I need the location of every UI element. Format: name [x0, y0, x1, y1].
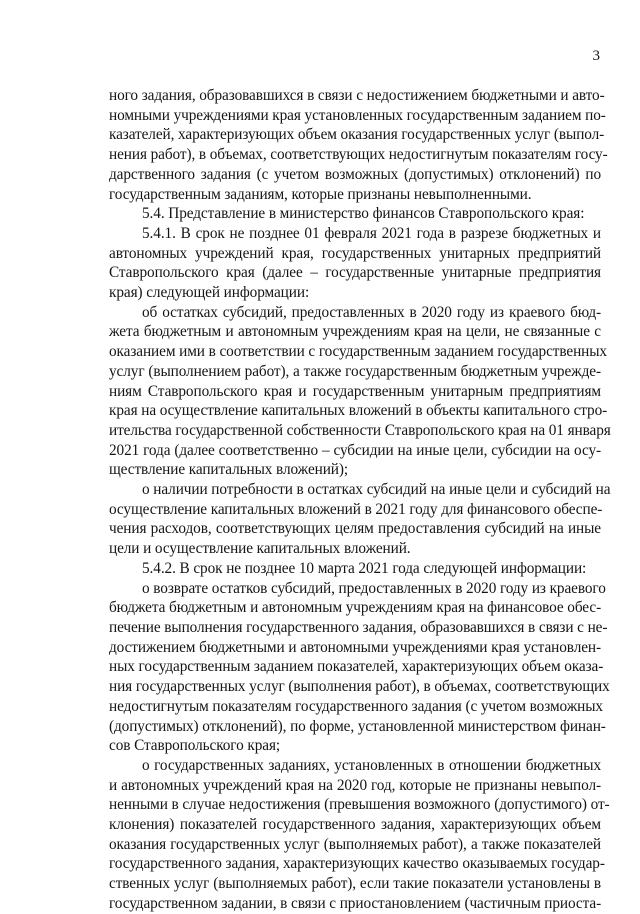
- text-line: дарственного задания (с учетом возможных (допустимых) отклонений) по: [109, 165, 601, 183]
- text-line: казателей, характеризующих объем оказания государственных услуг (выпол-: [109, 126, 605, 144]
- paragraph: [109, 303, 611, 480]
- text-line: ниям Ставропольского края и государственным унитарным предприятиям: [109, 382, 601, 400]
- paragraph: [109, 86, 608, 204]
- text-line: ненными в случае недостижения (превышения возможного (допустимого) от-: [109, 796, 610, 814]
- text-line: печение выполнения государственного задания, образовавшихся в связи с не-: [109, 618, 608, 636]
- text-line: ния государственных услуг (выполнения работ), в объемах, соответствующих: [109, 678, 610, 696]
- text-line: 5.4.2. В срок не позднее 10 марта 2021 года следующей информации:: [142, 559, 587, 577]
- text-line: об остатках субсидий, предоставленных в 2020 году из краевого бюд-: [142, 303, 601, 321]
- text-line: края на осуществление капитальных вложений в объекты капитального стро-: [109, 402, 608, 420]
- paragraph: [109, 579, 610, 756]
- text-line: недостигнутым показателям государственного задания (с учетом возможных: [109, 697, 603, 715]
- text-line: 5.4. Представление в министерство финансов Ставропольского края:: [142, 205, 585, 223]
- text-line: ного задания, образовавшихся в связи с недостижением бюджетными и авто-: [109, 87, 605, 104]
- text-line: достижением бюджетными и автономными учреждениями края установлен-: [109, 638, 601, 656]
- text-line: Ставропольского края (далее – государственные унитарные предприятия: [109, 264, 601, 282]
- text-line: нения работ), в объемах, соответствующих недостигнутым показателям госу-: [109, 146, 608, 164]
- text-line: цели и осуществление капитальных вложений.: [109, 540, 411, 558]
- text-line: государственного задания, характеризующих качество оказываемых государ-: [109, 855, 605, 873]
- text-line: оказанием ими в соответствии с государственным заданием государственных: [109, 343, 607, 361]
- text-line: ительства государственной собственности Ставропольского края на 01 января: [109, 421, 611, 439]
- text-line: о наличии потребности в остатках субсидий на иные цели и субсидий на: [142, 481, 611, 499]
- text-line: и автономных учреждений края на 2020 год, которые не признаны невыпол-: [109, 776, 601, 794]
- text-line: (допустимых) отклонений), по форме, установленной министерством финан-: [109, 717, 606, 735]
- text-line: оказания государственных услуг (выполняемых работ), а также показателей: [109, 835, 601, 853]
- text-line: номными учреждениями края установленных государственным заданием по-: [109, 106, 606, 124]
- text-line: чения расходов, соответствующих целям предоставления субсидий на иные: [109, 520, 601, 538]
- text-line: сов Ставропольского края;: [109, 737, 281, 755]
- page-number: 3: [592, 48, 600, 64]
- text-line: ственных услуг (выполняемых работ), если такие показатели установлены в: [109, 875, 601, 893]
- text-line: 5.4.1. В срок не позднее 01 февраля 2021 года в разрезе бюджетных и: [142, 224, 601, 242]
- text-line: о возврате остатков субсидий, предоставленных в 2020 году из краевого: [142, 579, 606, 597]
- text-line: бюджета бюджетным и автономным учреждениям края на финансовое обес-: [109, 599, 602, 617]
- text-line: государственном задании, в связи с приостановлением (частичным приоста-: [109, 894, 602, 912]
- paragraph: [109, 480, 611, 559]
- text-line: края) следующей информации:: [109, 284, 310, 302]
- text-line: осуществление капитальных вложений в 2021 году для финансового обеспе-: [109, 500, 603, 518]
- text-line: о государственных заданиях, установленных в отношении бюджетных: [142, 756, 601, 774]
- text-line: жета бюджетным и автономным учреждениям края на цели, не связанные с: [109, 323, 601, 341]
- text-line: автономных учреждений края, государственных унитарных предприятий: [109, 244, 601, 262]
- paragraph: [109, 224, 601, 303]
- paragraph: [109, 204, 601, 224]
- text-line: клонения) показателей государственного задания, характеризующих объем: [109, 816, 601, 834]
- text-line: 2021 года (далее соответственно – субсидии на иные цели, субсидии на осу-: [109, 441, 601, 459]
- document-body: [109, 86, 611, 914]
- text-line: услуг (выполнением работ), а также государственным бюджетным учрежде-: [109, 362, 601, 380]
- text-line: государственным заданиям, которые признаны невыполненными.: [109, 185, 532, 203]
- text-line: ществление капитальных вложений);: [109, 461, 349, 479]
- text-line: ных государственным заданием показателей, характеризующих объем оказа-: [109, 658, 604, 676]
- paragraph: [109, 559, 601, 579]
- paragraph: [109, 756, 610, 914]
